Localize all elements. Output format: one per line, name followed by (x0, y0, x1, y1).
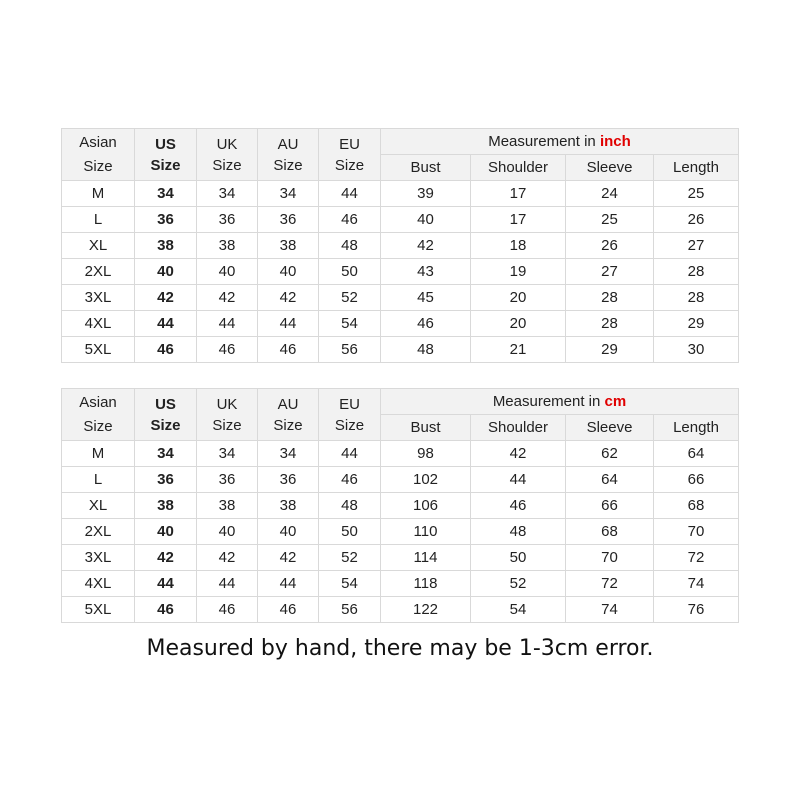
au-size-cell: 46 (258, 337, 319, 363)
us-size-cell: 46 (135, 597, 197, 623)
sleeve-cell: 28 (566, 311, 654, 337)
length-cell: 28 (654, 285, 739, 311)
table-row (62, 467, 739, 493)
table-row (62, 233, 739, 259)
table-row (62, 545, 739, 571)
sleeve-header: Sleeve (566, 415, 654, 441)
us-size-cell: 44 (135, 571, 197, 597)
sleeve-cell: 25 (566, 207, 654, 233)
length-cell: 27 (654, 233, 739, 259)
eu-size-cell: 54 (319, 571, 381, 597)
eu-size-cell: 56 (319, 597, 381, 623)
uk-size-cell: 40 (197, 519, 258, 545)
au-size-cell: 38 (258, 233, 319, 259)
sleeve-header: Sleeve (566, 155, 654, 181)
uk-size-cell: 46 (197, 597, 258, 623)
shoulder-header: Shoulder (471, 155, 566, 181)
length-cell: 30 (654, 337, 739, 363)
shoulder-cell: 44 (471, 467, 566, 493)
asian-size-cell: L (62, 207, 135, 233)
length-header: Length (654, 415, 739, 441)
eu-size-cell: 48 (319, 233, 381, 259)
uk-size-cell: 36 (197, 467, 258, 493)
uk-size-cell: 34 (197, 441, 258, 467)
table-row (62, 597, 739, 623)
bust-cell: 106 (381, 493, 471, 519)
au-size-cell: 46 (258, 597, 319, 623)
shoulder-cell: 42 (471, 441, 566, 467)
asian-size-cell: 2XL (62, 519, 135, 545)
bust-cell: 122 (381, 597, 471, 623)
us-size-cell: 34 (135, 181, 197, 207)
au-size-cell: 42 (258, 545, 319, 571)
au-size-header: AU Size (258, 129, 319, 181)
bust-cell: 98 (381, 441, 471, 467)
shoulder-cell: 52 (471, 571, 566, 597)
us-size-cell: 36 (135, 207, 197, 233)
us-size-cell: 44 (135, 311, 197, 337)
length-cell: 68 (654, 493, 739, 519)
us-size-cell: 42 (135, 285, 197, 311)
table-row (62, 441, 739, 467)
us-size-cell: 40 (135, 259, 197, 285)
table-row (62, 259, 739, 285)
uk-size-cell: 36 (197, 207, 258, 233)
eu-size-cell: 48 (319, 493, 381, 519)
eu-size-cell: 52 (319, 545, 381, 571)
au-size-cell: 40 (258, 519, 319, 545)
shoulder-cell: 50 (471, 545, 566, 571)
sleeve-cell: 72 (566, 571, 654, 597)
asian-size-cell: L (62, 467, 135, 493)
table-row (62, 207, 739, 233)
asian-size-cell: XL (62, 493, 135, 519)
length-cell: 26 (654, 207, 739, 233)
eu-size-cell: 50 (319, 519, 381, 545)
bust-cell: 102 (381, 467, 471, 493)
au-size-cell: 42 (258, 285, 319, 311)
asian-size-cell: 3XL (62, 545, 135, 571)
uk-size-cell: 40 (197, 259, 258, 285)
eu-size-cell: 50 (319, 259, 381, 285)
uk-size-cell: 44 (197, 571, 258, 597)
length-cell: 72 (654, 545, 739, 571)
measurement-note: Measured by hand, there may be 1-3cm error. (146, 636, 654, 661)
sleeve-cell: 70 (566, 545, 654, 571)
table-header-row (62, 389, 739, 415)
au-size-cell: 36 (258, 207, 319, 233)
shoulder-cell: 17 (471, 181, 566, 207)
bust-cell: 118 (381, 571, 471, 597)
shoulder-cell: 18 (471, 233, 566, 259)
eu-size-cell: 44 (319, 441, 381, 467)
asian-size-cell: 5XL (62, 597, 135, 623)
bust-header: Bust (381, 155, 471, 181)
bust-header: Bust (381, 415, 471, 441)
table-row (62, 337, 739, 363)
asian-size-header: Asian Size (62, 129, 135, 181)
asian-size-cell: XL (62, 233, 135, 259)
measurement-unit-header: Measurement in inch (381, 129, 739, 155)
eu-size-cell: 52 (319, 285, 381, 311)
us-size-cell: 36 (135, 467, 197, 493)
eu-size-cell: 54 (319, 311, 381, 337)
bust-cell: 46 (381, 311, 471, 337)
size-table-cm (61, 388, 739, 623)
uk-size-cell: 42 (197, 285, 258, 311)
uk-size-cell: 38 (197, 233, 258, 259)
length-cell: 29 (654, 311, 739, 337)
shoulder-cell: 19 (471, 259, 566, 285)
bust-cell: 48 (381, 337, 471, 363)
au-size-cell: 40 (258, 259, 319, 285)
shoulder-header: Shoulder (471, 415, 566, 441)
au-size-cell: 34 (258, 441, 319, 467)
au-size-cell: 44 (258, 571, 319, 597)
unit-label: inch (599, 133, 631, 150)
eu-size-header: EU Size (319, 129, 381, 181)
shoulder-cell: 46 (471, 493, 566, 519)
sleeve-cell: 24 (566, 181, 654, 207)
uk-size-cell: 34 (197, 181, 258, 207)
us-size-cell: 42 (135, 545, 197, 571)
uk-size-cell: 46 (197, 337, 258, 363)
sleeve-cell: 26 (566, 233, 654, 259)
uk-size-header: UK Size (197, 129, 258, 181)
table-row (62, 493, 739, 519)
sleeve-cell: 62 (566, 441, 654, 467)
shoulder-cell: 17 (471, 207, 566, 233)
us-size-cell: 38 (135, 233, 197, 259)
table-row (62, 311, 739, 337)
eu-size-cell: 46 (319, 207, 381, 233)
table-row (62, 285, 739, 311)
bust-cell: 39 (381, 181, 471, 207)
asian-size-cell: M (62, 441, 135, 467)
shoulder-cell: 20 (471, 311, 566, 337)
asian-size-cell: 3XL (62, 285, 135, 311)
eu-size-cell: 46 (319, 467, 381, 493)
us-size-cell: 38 (135, 493, 197, 519)
us-size-cell: 40 (135, 519, 197, 545)
table-row (62, 181, 739, 207)
length-cell: 28 (654, 259, 739, 285)
length-cell: 76 (654, 597, 739, 623)
shoulder-cell: 54 (471, 597, 566, 623)
sleeve-cell: 29 (566, 337, 654, 363)
bust-cell: 110 (381, 519, 471, 545)
bust-cell: 114 (381, 545, 471, 571)
sleeve-cell: 68 (566, 519, 654, 545)
length-cell: 25 (654, 181, 739, 207)
us-size-header: US Size (135, 129, 197, 181)
uk-size-cell: 38 (197, 493, 258, 519)
sleeve-cell: 64 (566, 467, 654, 493)
us-size-header: US Size (135, 389, 197, 441)
au-size-cell: 44 (258, 311, 319, 337)
eu-size-header: EU Size (319, 389, 381, 441)
eu-size-cell: 56 (319, 337, 381, 363)
uk-size-header: UK Size (197, 389, 258, 441)
sleeve-cell: 28 (566, 285, 654, 311)
au-size-cell: 38 (258, 493, 319, 519)
table-row (62, 519, 739, 545)
table-row (62, 571, 739, 597)
sleeve-cell: 66 (566, 493, 654, 519)
shoulder-cell: 48 (471, 519, 566, 545)
bust-cell: 40 (381, 207, 471, 233)
length-header: Length (654, 155, 739, 181)
shoulder-cell: 21 (471, 337, 566, 363)
length-cell: 64 (654, 441, 739, 467)
length-cell: 70 (654, 519, 739, 545)
uk-size-cell: 44 (197, 311, 258, 337)
bust-cell: 45 (381, 285, 471, 311)
au-size-cell: 34 (258, 181, 319, 207)
asian-size-cell: 4XL (62, 311, 135, 337)
au-size-header: AU Size (258, 389, 319, 441)
asian-size-cell: 5XL (62, 337, 135, 363)
asian-size-cell: 4XL (62, 571, 135, 597)
size-table-inch (61, 128, 739, 363)
eu-size-cell: 44 (319, 181, 381, 207)
length-cell: 66 (654, 467, 739, 493)
sleeve-cell: 27 (566, 259, 654, 285)
au-size-cell: 36 (258, 467, 319, 493)
bust-cell: 42 (381, 233, 471, 259)
us-size-cell: 34 (135, 441, 197, 467)
us-size-cell: 46 (135, 337, 197, 363)
asian-size-cell: M (62, 181, 135, 207)
table-header-row (62, 129, 739, 155)
sleeve-cell: 74 (566, 597, 654, 623)
uk-size-cell: 42 (197, 545, 258, 571)
unit-label: cm (604, 393, 627, 410)
measurement-unit-header: Measurement in cm (381, 389, 739, 415)
bust-cell: 43 (381, 259, 471, 285)
shoulder-cell: 20 (471, 285, 566, 311)
asian-size-header: Asian Size (62, 389, 135, 441)
asian-size-cell: 2XL (62, 259, 135, 285)
length-cell: 74 (654, 571, 739, 597)
